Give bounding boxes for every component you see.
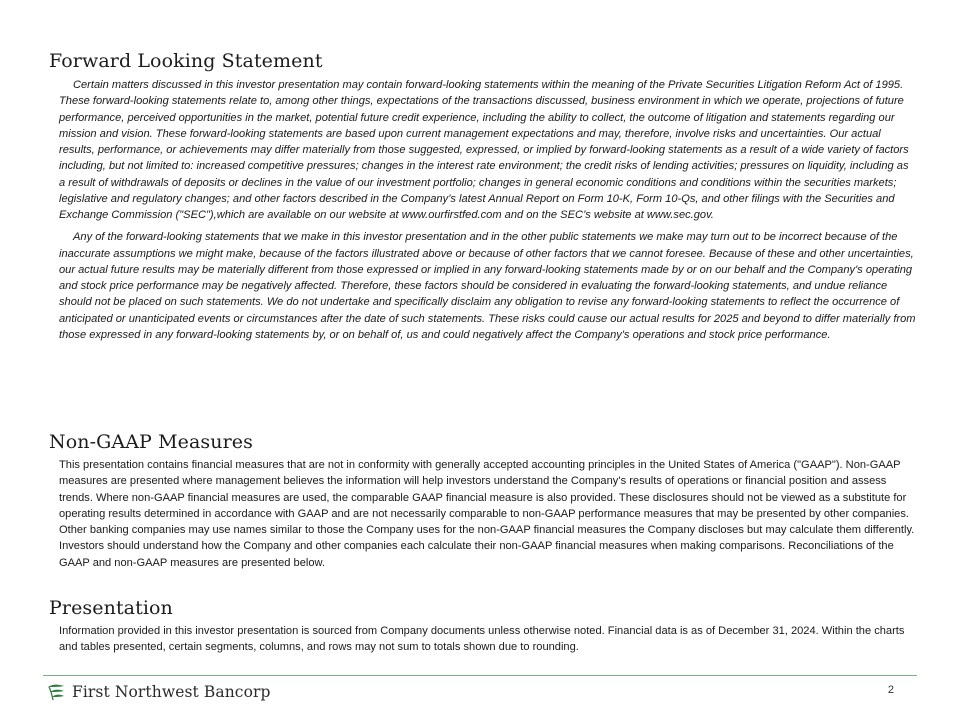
footer-divider bbox=[43, 675, 917, 676]
non-gaap-heading: Non-GAAP Measures bbox=[49, 431, 253, 453]
presentation-heading: Presentation bbox=[49, 597, 173, 619]
forward-looking-heading: Forward Looking Statement bbox=[49, 50, 323, 72]
non-gaap-paragraph: This presentation contains financial measures that are not in conformity with generally accepted accounting principles in the United States of America ("GAAP"). Non-GAAP measures are presented where management believes the information will help investors understand the Company’s results of operations or financial position and assess trends. Where non-GAAP financial measures are used, the comparable GAAP financial measure is also provided. These disclosures should not be viewed as a substitute for operating results determined in accordance with GAAP and are not necessarily comparable to non-GAAP performance measures that may be presented by other companies. Other banking companies may use names similar to those the Company uses for the non-GAAP financial measures the Company discloses but may calculate them differently. Investors should understand how the Company and other companies each calculate their non-GAAP financial measures when making comparisons. Reconciliations of the GAAP and non-GAAP measures are presented below. bbox=[59, 459, 915, 569]
non-gaap-section bbox=[49, 430, 917, 571]
forward-looking-paragraph-1: Certain matters discussed in this investor presentation may contain forward-looking statements within the meaning of the Private Securities Litigation Reform Act of 1995. These forward-looking statements relate to, among other things, expectations of the transactions discussed, business environment in which we operate, projections of future performance, perceived opportunities in the market, potential future credit experience, including the ability to collect, the outcome of litigation and statements regarding our mission and vision. These forward-looking statements are based upon current management expectations and may, therefore, involve risks and uncertainties. Our actual results, performance, or achievements may differ materially from those suggested, expressed, or implied by forward-looking statements as a result of a wide variety of factors including, but not limited to: increased competitive pressures; changes in the interest rate environment; the credit risks of lending activities; pressures on liquidity, including as a result of withdrawals of deposits or declines in the value of our investment portfolio; changes in general economic conditions and conditions within the securities markets; legislative and regulatory changes; and other factors described in the Company’s latest Annual Report on Form 10-K, Form 10-Qs, and other filings with the Securities and Exchange Commission ("SEC"),which are available on our website at www.ourfirstfed.com and on the SEC’s website at www.sec.gov. bbox=[59, 79, 909, 221]
wheat-leaf-icon bbox=[46, 683, 66, 701]
page-number: 2 bbox=[887, 684, 894, 696]
forward-looking-paragraph-2: Any of the forward-looking statements that we make in this investor presentation and in the other public statements we make may turn out to be incorrect because of the inaccurate assumptions we might make, because of the factors illustrated above or because of other factors that we cannot foresee. Because of these and other uncertainties, our actual future results may be materially different from those expressed or implied in any forward-looking statements made by or on our behalf and the Company's operating and stock price performance may be negatively affected. Therefore, these factors should be considered in evaluating the forward-looking statements, and undue reliance should not be placed on such statements. We do not undertake and specifically disclaim any obligation to revise any forward-looking statements to reflect the occurrence of anticipated or unanticipated events or circumstances after the date of such statements. These risks could cause our actual results for 2025 and beyond to differ materially from those expressed in any forward-looking statements by, or on behalf of, us and could negatively affect the Company's operations and stock price performance. bbox=[59, 231, 916, 341]
company-name: First Northwest Bancorp bbox=[72, 683, 271, 701]
forward-looking-section bbox=[49, 49, 917, 343]
presentation-section bbox=[49, 596, 917, 656]
presentation-paragraph: Information provided in this investor presentation is sourced from Company documents unless otherwise noted. Financial data is as of December 31, 2024. Within the charts and tables presented, certain segments, columns, and rows may not sum to totals shown due to rounding. bbox=[59, 625, 905, 654]
company-logo bbox=[46, 681, 271, 703]
